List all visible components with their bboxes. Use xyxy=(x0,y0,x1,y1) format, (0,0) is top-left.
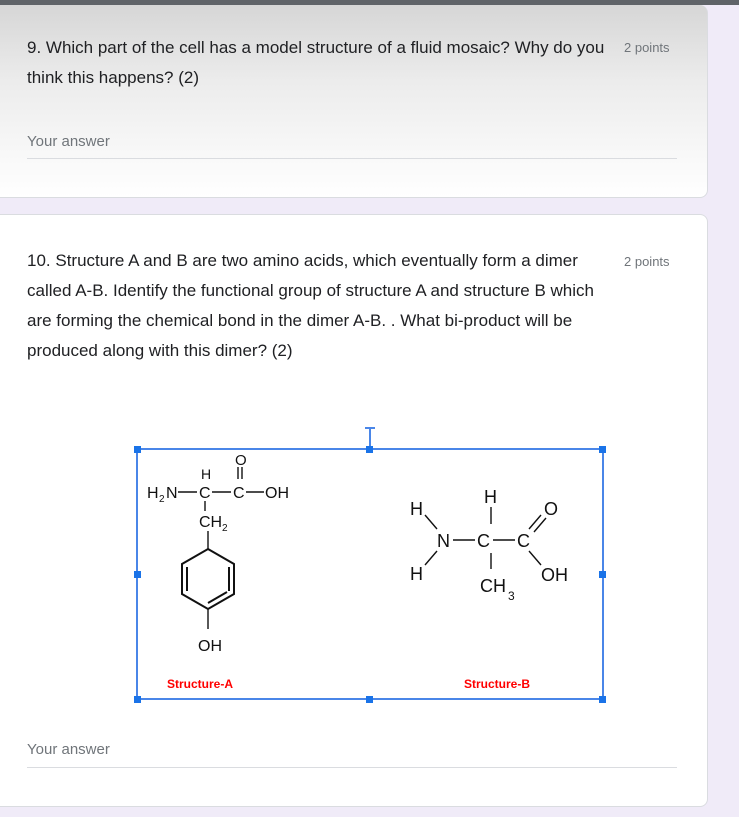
question-9-text: 9. Which part of the cell has a model structure of a fluid mosaic? Why do you think this happens? (2) xyxy=(27,38,605,87)
rotate-handle-stem xyxy=(369,428,371,448)
question-10-points: 2 points xyxy=(624,254,670,269)
struct-a-c2: C xyxy=(233,485,245,502)
question-10-text: 10. Structure A and B are two amino acids, which eventually form a dimer called A-B. Identify the functional group of structure A and structure B which are forming the chemical bond in the dimer A-B. . What bi-product will be produced along with this dimer? (2) xyxy=(27,251,594,360)
structure-b-label: Structure-B xyxy=(464,677,531,691)
question-card-9 xyxy=(0,5,708,198)
struct-a-c1: C xyxy=(199,485,211,502)
question-10-image[interactable] xyxy=(137,449,603,699)
amino-acid-structures-figure xyxy=(137,449,603,699)
struct-a-bottom-oh: OH xyxy=(198,638,222,655)
struct-b-ch-sub: 3 xyxy=(508,589,515,603)
resize-handle-bottom-right[interactable] xyxy=(599,696,606,703)
struct-b-ch: CH xyxy=(480,576,506,596)
resize-handle-right[interactable] xyxy=(599,571,606,578)
question-10-answer-underline xyxy=(27,767,677,768)
question-9-answer-input[interactable]: Your answer xyxy=(27,133,110,150)
struct-a-h2n-sub: 2 xyxy=(159,494,165,505)
struct-a-ch-sub: 2 xyxy=(222,523,228,534)
question-9-answer-underline xyxy=(27,158,677,159)
struct-a-top-o: O xyxy=(235,452,247,469)
resize-handle-top[interactable] xyxy=(366,446,373,453)
struct-b-n: N xyxy=(437,531,450,551)
rotate-handle[interactable] xyxy=(365,427,375,429)
struct-b-h-top: H xyxy=(484,487,497,507)
structure-b xyxy=(410,487,568,691)
resize-handle-left[interactable] xyxy=(134,571,141,578)
struct-a-h: H xyxy=(201,466,212,482)
struct-a-h2n-h: H xyxy=(147,485,159,502)
structure-a-label: Structure-A xyxy=(167,677,234,691)
struct-b-h-lower: H xyxy=(410,564,423,584)
struct-b-c1: C xyxy=(477,531,490,551)
struct-a-n: N xyxy=(166,485,178,502)
structure-a xyxy=(147,452,289,691)
resize-handle-bottom-left[interactable] xyxy=(134,696,141,703)
question-10-answer-input[interactable]: Your answer xyxy=(27,741,110,758)
struct-a-oh: OH xyxy=(265,485,289,502)
struct-b-oh: OH xyxy=(541,565,568,585)
resize-handle-bottom[interactable] xyxy=(366,696,373,703)
struct-b-o: O xyxy=(544,499,559,519)
resize-handle-top-right[interactable] xyxy=(599,446,606,453)
resize-handle-top-left[interactable] xyxy=(134,446,141,453)
struct-b-h-upper: H xyxy=(410,499,423,519)
struct-b-c2: C xyxy=(517,531,530,551)
question-9-points: 2 points xyxy=(624,40,670,55)
struct-a-ch: CH xyxy=(199,514,223,531)
